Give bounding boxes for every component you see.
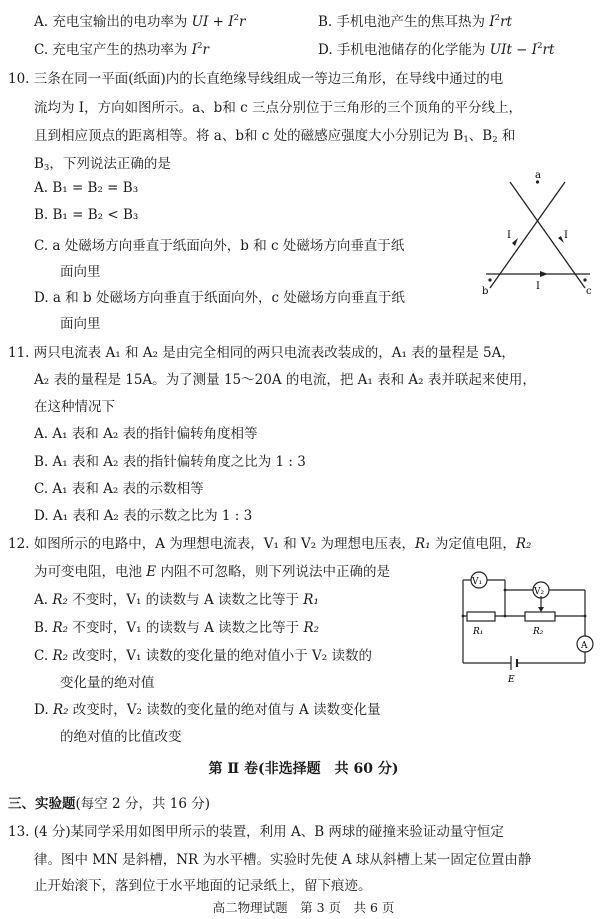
fig-label-c: c — [586, 286, 592, 297]
q12-option-c-line2: 变化量的绝对值 — [60, 675, 155, 691]
fig-v2-label: V₂ — [534, 587, 545, 597]
q11-option-d: D. A₁ 表和 A₂ 表的示数之比为 1 : 3 — [34, 508, 253, 524]
q10-option-c-line1: C. a 处磁场方向垂直于纸面向外，b 和 c 处磁场方向垂直于纸 — [34, 238, 405, 254]
q9-option-a: A. 充电宝输出的电功率为 UI + $I^2r$ — [34, 13, 246, 30]
q10-option-b: B. B₁ = B₂ < B₃ — [34, 207, 139, 223]
q10-stem-line2: 流均为 I，方向如图所示。a、b和 c 三点分别位于三角形的三个顶角的平分线上， — [34, 100, 522, 116]
q13-stem-line2: 律。图中 MN 是斜槽，NR 为水平槽。实验时先使 A 球从斜槽上某一固定位置由静 — [34, 852, 532, 868]
q10-option-a: A. B₁ = B₂ = B₃ — [34, 180, 139, 196]
fig-r1-label: R₁ — [473, 627, 484, 637]
q12-option-d-line1: D. R₂ 改变时，V₂ 读数的变化量的绝对值与 A 读数变化量 — [34, 702, 381, 718]
q12-stem-line2: 为可变电阻，电池 E 内阻不可忽略，则下列说法中正确的是 — [34, 564, 390, 580]
q12-option-b: B. R₂ 不变时，V₁ 的读数与 A 读数之比等于 R₂ — [34, 620, 320, 636]
q10-stem-line1: 10. 三条在同一平面(纸面)内的长直绝缘导线组成一等边三角形，在导线中通过的电 — [8, 71, 504, 87]
q10-stem-line3: 且到相应顶点的距离相等。将 a、b和 c 处的磁感应强度大小分别记为 $B_1$、$B_2$ 和 — [34, 128, 516, 145]
fig-current-right: I — [564, 230, 568, 241]
q9-option-d: D. 手机电池储存的化学能为 UIt − $I^2rt$ — [318, 41, 555, 58]
fig-ammeter-label: A — [581, 641, 588, 651]
q12-stem-line1: 12. 如图所示的电路中，A 为理想电流表，V₁ 和 V₂ 为理想电压表，R₁ 为定值电阻，R₂ — [8, 536, 532, 552]
q11-stem-line3: 在这种情况下 — [34, 399, 115, 415]
triangle-wire-figure — [478, 168, 596, 300]
q12-option-d-line2: 的绝对值的比值改变 — [60, 729, 182, 745]
fig-v1-label: V₁ — [472, 577, 483, 587]
q10-option-c-line2: 面向里 — [60, 264, 101, 280]
fig-current-bottom: I — [536, 281, 540, 292]
q9-option-b: B. 手机电池产生的焦耳热为 $I^2rt$ — [318, 13, 512, 30]
q9-option-c: C. 充电宝产生的热功率为 $I^2r$ — [34, 41, 209, 58]
section3-heading: 三、实验题(每空 2 分，共 16 分) — [8, 796, 210, 812]
q11-option-a: A. A₁ 表和 A₂ 表的指针偏转角度相等 — [34, 426, 258, 442]
fig-current-left: I — [507, 230, 511, 241]
q10-stem-line4: $B_3$，下列说法正确的是 — [34, 156, 171, 173]
page-footer: 高二物理试题 第 3 页 共 6 页 — [212, 900, 395, 915]
q13-stem-line3: 止开始滚下，落到位于水平地面的记录纸上，留下痕迹。 — [34, 878, 372, 894]
fig-label-a: a — [535, 170, 541, 181]
q12-option-c-line1: C. R₂ 改变时，V₁ 读数的变化量的绝对值小于 V₂ 读数的 — [34, 648, 373, 664]
q11-option-b: B. A₁ 表和 A₂ 表的指针偏转角度之比为 1 : 3 — [34, 454, 306, 470]
q11-option-c: C. A₁ 表和 A₂ 表的示数相等 — [34, 481, 204, 497]
fig-label-b: b — [482, 286, 489, 297]
q11-stem-line1: 11. 两只电流表 A₁ 和 A₂ 是由完全相同的两只电流表改装成的，A₁ 表的量程是 5A， — [8, 345, 515, 361]
part2-title: 第 Ⅱ 卷(非选择题 共 60 分) — [208, 761, 399, 777]
q13-stem-line1: 13. (4 分)某同学采用如图甲所示的装置，利用 A、B 两球的碰撞来验证动量守恒定 — [8, 824, 504, 840]
q10-option-d-line1: D. a 和 b 处磁场方向垂直于纸面向外，c 处磁场方向垂直于纸 — [34, 290, 405, 306]
circuit-figure — [455, 568, 601, 686]
q12-option-a: A. R₂ 不变时，V₁ 的读数与 A 读数之比等于 R₁ — [34, 592, 319, 608]
q11-stem-line2: A₂ 表的量程是 15A。为了测量 15～20A 的电流，把 A₁ 表和 A₂ 表并联起来使用， — [34, 372, 536, 388]
q10-option-d-line2: 面向里 — [60, 316, 101, 332]
fig-r2-label: R₂ — [533, 627, 544, 637]
fig-battery-label: E — [508, 675, 515, 685]
